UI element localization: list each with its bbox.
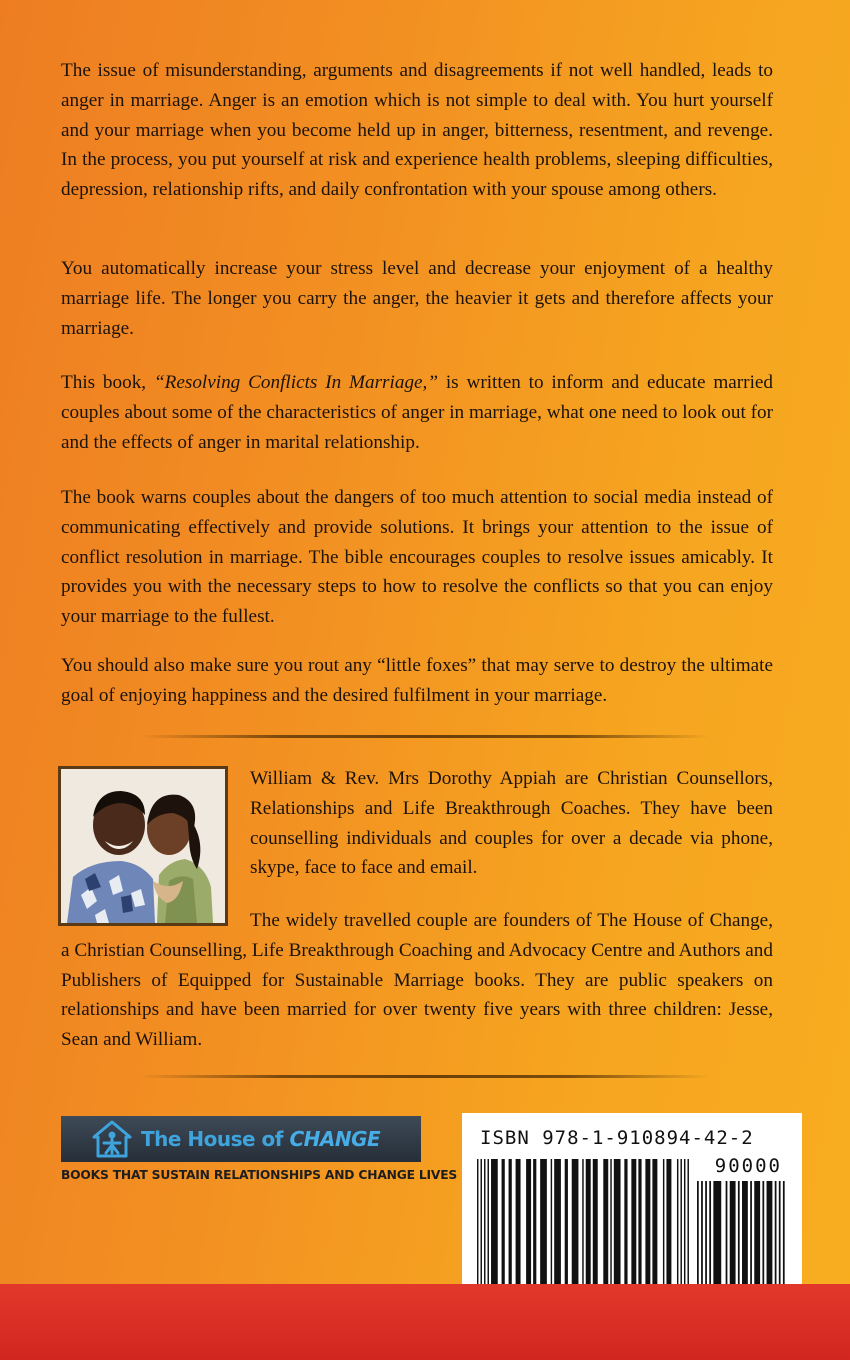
barcode-bar — [750, 1181, 752, 1299]
barcode-bar — [551, 1159, 552, 1299]
barcode-bar — [565, 1159, 568, 1299]
barcode-bar — [687, 1159, 688, 1299]
barcode-bar — [610, 1159, 611, 1299]
barcode-bar — [484, 1159, 485, 1299]
barcode-bar — [533, 1159, 536, 1299]
barcode-bar — [540, 1159, 547, 1299]
isbn-text: ISBN 978-1-910894-42-2 — [480, 1127, 754, 1149]
barcode-bar — [491, 1159, 498, 1299]
barcode-bar — [684, 1159, 685, 1299]
barcode-bar — [697, 1181, 699, 1299]
barcode-bar — [742, 1181, 748, 1299]
barcode-bar — [666, 1159, 671, 1299]
barcode-bar — [779, 1181, 781, 1299]
barcode-bar — [516, 1159, 521, 1299]
author-photo-illustration — [61, 769, 225, 923]
publisher-logo — [61, 1116, 421, 1162]
barcode-bar — [709, 1181, 711, 1299]
barcode-bar — [701, 1181, 703, 1299]
blurb-paragraph-2: You automatically increase your stress level and decrease your enjoyment of a healthy marriage life. The longer you carry the anger, the heavier it gets and therefore affects your marriage. — [61, 258, 773, 339]
barcode-bar — [502, 1159, 505, 1299]
publisher-name — [141, 1127, 380, 1151]
blurb-paragraph-4: The book warns couples about the dangers of too much attention to social media instead of communicating effectively and provide solutions. It brings your attention to the issue of conflict resolution in marriage. The bible encourages couples to resolve issues amicably. It provides you with the necessary steps to how to resolve the conflicts so that you can enjoy your marriage to the fullest. — [61, 487, 773, 628]
barcode-bar — [526, 1159, 531, 1299]
barcode-bar — [586, 1159, 591, 1299]
barcode-bar — [663, 1159, 664, 1299]
barcode-bar — [572, 1159, 579, 1299]
barcode-bar — [593, 1159, 598, 1299]
publisher-name-emph: CHANGE — [289, 1127, 381, 1151]
barcode-bar — [603, 1159, 608, 1299]
barcode-bar — [631, 1159, 636, 1299]
bottom-color-band — [0, 1284, 850, 1360]
author-photo — [58, 766, 228, 926]
house-icon — [91, 1119, 133, 1159]
addon-barcode-bars — [697, 1181, 787, 1299]
barcode-bar — [554, 1159, 561, 1299]
barcode-bar — [783, 1181, 785, 1299]
barcode-bar — [624, 1159, 627, 1299]
barcode-bar — [677, 1159, 678, 1299]
barcode-bar — [713, 1181, 721, 1299]
barcode-bar — [705, 1181, 707, 1299]
blurb-paragraph-3 — [61, 368, 773, 457]
barcode-bar — [738, 1181, 740, 1299]
blurb-paragraph-5: You should also make sure you rout any “little foxes” that may serve to destroy the ultimate goal of enjoying happiness and the desired fulfilment in your marriage. — [61, 655, 773, 706]
barcode-bar — [481, 1159, 482, 1299]
divider-top — [140, 735, 710, 738]
barcode-bar — [680, 1159, 681, 1299]
author-bio-2: The widely travelled couple are founders of The House of Change, a Christian Counselling, Life Breakthrough Coaching and Advocacy Centre and Authors and Publishers of Equipped for Sustainable Marriage books. They are public speakers on relationships and have been married for over twenty five years with three children: Jesse, Sean and William. — [61, 910, 773, 1051]
barcode-bar — [582, 1159, 583, 1299]
barcode-bar — [645, 1159, 650, 1299]
barcode-bar — [477, 1159, 478, 1299]
publisher-name-prefix: The House of — [141, 1127, 290, 1151]
p3-lead: This book, — [61, 372, 154, 393]
ean-barcode-bars — [477, 1159, 691, 1299]
p3-rest: is written to inform and educate married couples about some of the characteristics of anger in marriage, what one need to look out for and the effects of anger in marital relationship. — [61, 372, 774, 453]
barcode-bar — [652, 1159, 657, 1299]
blurb-paragraph-1: The issue of misunderstanding, arguments and disagreements if not well handled, leads to anger in marriage. Anger is an emotion which is not simple to deal with. You hurt yourself and your marriage when you become held up in anger, bitterness, resentment, and revenge. In the process, you put yourself at risk and experience health problems, sleeping difficulties, depression, relationship rifts, and daily confrontation with your spouse among others. — [61, 60, 773, 201]
barcode-bar — [488, 1159, 489, 1299]
barcode-bar — [767, 1181, 773, 1299]
barcode-bar — [754, 1181, 760, 1299]
barcode-bar — [762, 1181, 764, 1299]
barcode-bar — [509, 1159, 512, 1299]
barcode-bar — [638, 1159, 641, 1299]
barcode-bar — [614, 1159, 621, 1299]
barcode-bar — [726, 1181, 728, 1299]
divider-bottom — [140, 1075, 710, 1078]
price-addon-text: 90000 — [714, 1155, 782, 1177]
barcode-bar — [730, 1181, 736, 1299]
barcode-bar — [775, 1181, 777, 1299]
publisher-tagline: BOOKS THAT SUSTAIN RELATIONSHIPS AND CHANGE LIVES — [61, 1168, 458, 1182]
author-bio-1: William & Rev. Mrs Dorothy Appiah are Christian Counsellors, Relationships and Life Breakthrough Coaches. They have been counselling individuals and couples for over a decade via phone, skype, face to face and email. — [250, 768, 773, 879]
book-title: “Resolving Conflicts In Marriage,” — [153, 372, 439, 393]
